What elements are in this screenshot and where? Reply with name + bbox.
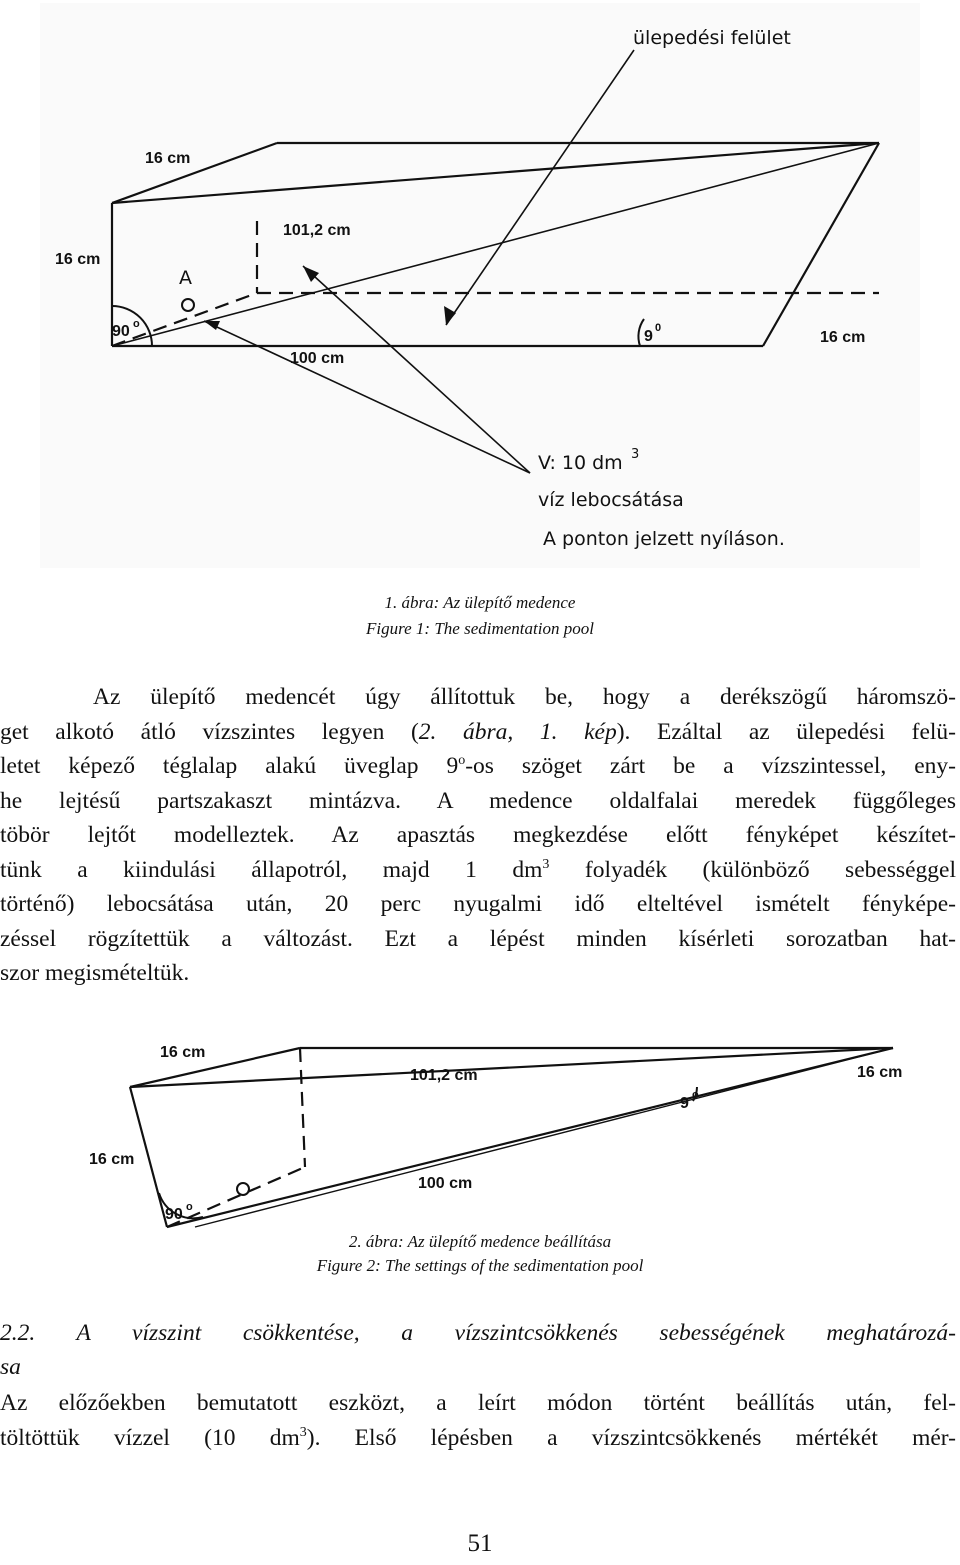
surface-label: ülepedési felület bbox=[633, 27, 791, 49]
point-a-circle bbox=[237, 1183, 249, 1195]
top-width-label: 16 cm bbox=[160, 1044, 206, 1061]
left-height-label: 16 cm bbox=[89, 1151, 135, 1168]
right-angle-degree: o bbox=[133, 318, 140, 330]
drain-arrow-line bbox=[204, 321, 530, 473]
figure-2 bbox=[85, 1025, 945, 1235]
bottom-length-label: 100 cm bbox=[290, 350, 345, 367]
right-angle-label: 90 bbox=[112, 323, 130, 340]
paragraph-1-line-4: he lejtésű partszakaszt mintázva. A medence oldalfalai meredek függőleges bbox=[0, 787, 956, 814]
paragraph-2-line-1: Az előzőekben bemutatott eszközt, a leírt módon történt beállítás után, fel- bbox=[0, 1390, 956, 1416]
volume-label: V: 10 dm bbox=[538, 452, 623, 474]
bottom-length-label: 100 cm bbox=[418, 1175, 473, 1192]
figure-reference: 2. ábra, 1. kép bbox=[418, 718, 617, 745]
figure-2-drawing bbox=[85, 1025, 945, 1235]
top-width-label: 16 cm bbox=[145, 150, 191, 167]
drain-label-1: víz lebocsátása bbox=[538, 489, 684, 511]
left-height-label: 16 cm bbox=[55, 251, 101, 268]
section-heading-line-2: sa bbox=[0, 1354, 21, 1380]
paragraph-1-line-2: get alkotó átló vízszintes legyen (2. ábra, 1. kép). Ezáltal az ülepedési felü- bbox=[0, 718, 956, 745]
front-top-edge bbox=[130, 1048, 893, 1087]
diagonal-label: 101,2 cm bbox=[410, 1067, 478, 1084]
figure-2-caption-hu: 2. ábra: Az ülepítő medence beállítása bbox=[348, 1232, 612, 1251]
small-angle-degree: 0 bbox=[655, 322, 662, 334]
paragraph-1-line-6: tünk a kiindulási állapotról, majd 1 $dm^3$ folyadék (különböző sebességgel bbox=[0, 856, 956, 883]
right-angle-degree: o bbox=[186, 1201, 193, 1213]
paragraph-1-line-1: Az ülepítő medencét úgy állítottuk be, hogy a derékszögű háromszö- bbox=[93, 684, 956, 710]
figure-2-caption-en: Figure 2: The settings of the sedimentation pool bbox=[316, 1256, 644, 1275]
page-number: 51 bbox=[467, 1530, 493, 1557]
paragraph-1-line-3: letet képező téglalap alakú üveglap 9$^o$-os szöget zárt be a vízszintessel, eny- bbox=[0, 753, 956, 779]
small-angle-degree: o bbox=[692, 1089, 699, 1101]
volume-arrow-line bbox=[303, 266, 530, 473]
drain-label-2: A ponton jelzett nyíláson. bbox=[543, 528, 785, 550]
right-width-label: 16 cm bbox=[820, 329, 866, 346]
paragraph-1-line-7: történő) lebocsátása után, 20 perc nyugalmi idő elteltével ismételt fényképe- bbox=[0, 891, 956, 917]
surface-arrow-head bbox=[444, 306, 456, 325]
figure-1 bbox=[40, 3, 920, 568]
paragraph-1-line-9: szor megismételtük. bbox=[0, 960, 190, 986]
bottom-slope-edge bbox=[167, 1048, 893, 1227]
point-a-circle bbox=[182, 299, 194, 311]
top-left-edge bbox=[130, 1048, 300, 1087]
right-angle-label: 90 bbox=[165, 1206, 183, 1223]
top-left-edge bbox=[112, 143, 277, 203]
paragraph-1 bbox=[0, 680, 956, 991]
paragraph-2 bbox=[0, 1386, 956, 1455]
volume-arrow-head bbox=[303, 266, 319, 282]
surface-arrow-line bbox=[446, 50, 634, 325]
right-width-label: 16 cm bbox=[857, 1064, 903, 1081]
figure-1-caption-hu: 1. ábra: Az ülepítő medence bbox=[384, 593, 576, 612]
section-heading bbox=[0, 1316, 956, 1384]
small-angle-label: 9 bbox=[680, 1095, 689, 1112]
paragraph-2-line-2: töltöttük vízzel (10 $dm^3$). Első lépésben a vízszintcsökkenés mértékét mér- bbox=[0, 1424, 956, 1451]
paragraph-1-line-8: zéssel rögzítettük a változást. Ezt a lépést minden kísérleti sorozatban hat- bbox=[0, 925, 956, 952]
right-slope-edge bbox=[763, 143, 879, 346]
small-angle-label: 9 bbox=[644, 328, 653, 345]
diagonal-label: 101,2 cm bbox=[283, 222, 351, 239]
figure-1-caption-en: Figure 1: The sedimentation pool bbox=[366, 619, 594, 638]
surface-edge bbox=[195, 1048, 893, 1227]
paragraph-1-line-5: töbör lejtőt modelleztek. Az apasztás megkezdése előtt fényképet készítet- bbox=[0, 822, 956, 848]
hidden-vertical-edge bbox=[300, 1048, 305, 1167]
section-heading-line-1: 2.2. A vízszint csökkentése, a vízszintcsökkenés sebességének meghatározá- bbox=[0, 1320, 956, 1346]
volume-superscript: 3 bbox=[631, 447, 640, 462]
point-a-label: A bbox=[179, 267, 192, 289]
left-edge bbox=[130, 1087, 167, 1227]
drain-arrow-head bbox=[204, 321, 220, 330]
figure-1-drawing bbox=[40, 3, 920, 568]
